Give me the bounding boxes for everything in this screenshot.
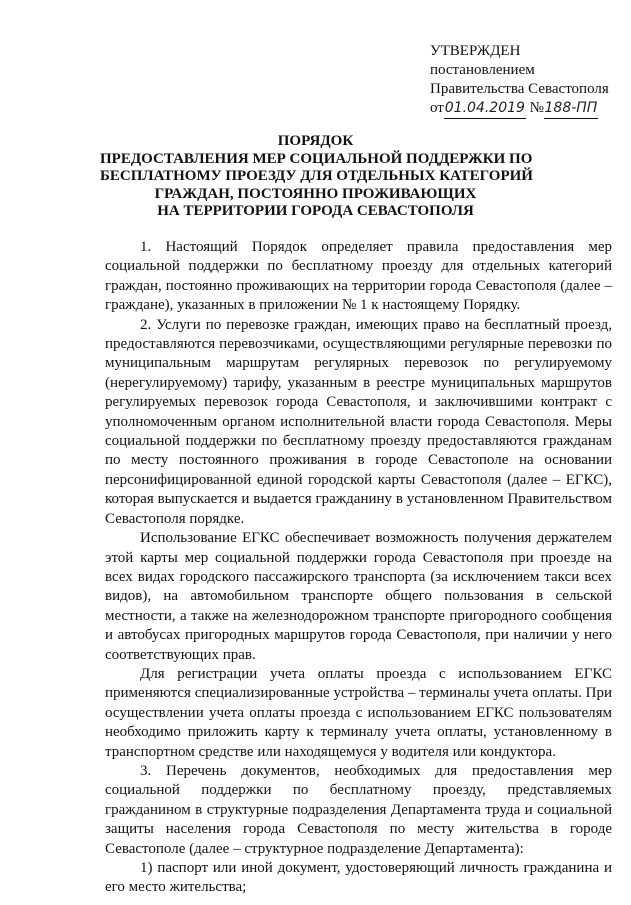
number-prefix: № — [529, 100, 544, 116]
document-title — [100, 133, 531, 221]
title-line-3: БЕСПЛАТНОМУ ПРОЕЗДУ ДЛЯ ОТДЕЛЬНЫХ КАТЕГОРИЙ — [100, 168, 533, 184]
title-line-2: ПРЕДОСТАВЛЕНИЯ МЕР СОЦИАЛЬНОЙ ПОДДЕРЖКИ ПО — [100, 150, 533, 167]
title-line-1: ПОРЯДОК — [277, 133, 354, 149]
date-prefix: от — [430, 100, 444, 116]
paragraph-5: 3. Перечень документов, необходимых для предоставления мер социальной поддержки по бесплатному проезду, представляемых гражданином в структурные подразделения Департамента труда и социальной защиты населения города Севастополя по месту жительства в городе Севастополе (далее – структурное подразделение Департамента): — [105, 762, 612, 857]
approval-number: 188-ПП — [544, 99, 598, 119]
approval-date-line — [430, 99, 609, 119]
title-line-4: ГРАЖДАН, ПОСТОЯННО ПРОЖИВАЮЩИХ — [154, 185, 477, 202]
approval-resolution: постановлением — [430, 62, 535, 78]
paragraph-4: Для регистрации учета оплаты проезда с использованием ЕГКС применяются специализированные устройства – терминалы учета оплаты. При осуществлении учета оплаты проезда с использованием ЕГКС пользователям необходимо приложить карту к терминалу учета оплаты, установленному в транспортном средстве или находящемуся у водителя или кондуктора. — [105, 665, 612, 760]
approval-government: Правительства Севастополя — [430, 81, 609, 97]
paragraph-1: 1. Настоящий Порядок определяет правила предоставления мер социальной поддержки по бесплатному проезду для отдельных категорий граждан, постоянно проживающих на территории города Севастополя (далее – граждане), указанных в приложении № 1 к настоящему Порядку. — [105, 239, 612, 314]
approval-stamp — [430, 42, 609, 119]
document-body — [105, 238, 612, 898]
title-line-5: НА ТЕРРИТОРИИ ГОРОДА СЕВАСТОПОЛЯ — [157, 203, 474, 219]
paragraph-3: Использование ЕГКС обеспечивает возможность получения держателем этой карты мер социальной поддержки города Севастополя при проезде на всех видах городского пассажирского транспорта (за исключением такси всех видов), на автомобильном транспорте общего пользования в сельской местности, а также на железнодорожном транспорте пригородного сообщения и автобусах пригородных маршрутов города Севастополя, при наличии у него соответствующих прав. — [105, 530, 612, 663]
paragraph-2: 2. Услуги по перевозке граждан, имеющих право на бесплатный проезд, предоставляются перевозчиками, осуществляющими регулярные перевозки по муниципальным маршрутам регулярных перевозок по регулируемому (нерегулируемому) тарифу, указанным в реестре муниципальных маршрутов регулируемых перевозок города Севастополя, и заключившими контракт с уполномоченным органом исполнительной власти города Севастополя. Меры социальной поддержки по бесплатному проезду предоставляются гражданам по месту постоянного проживания в городе Севастополе на основании персонифицированной единой городской карты Севастополя (далее – ЕГКС), которая выпускается и выдается гражданину в установленном Правительством Севастополя порядке. — [105, 316, 612, 527]
paragraph-6: 1) паспорт или иной документ, удостоверяющий личность гражданина и его место жительства; — [105, 860, 612, 896]
approval-heading: УТВЕРЖДЕН — [430, 43, 521, 59]
approval-date: 01.04.2019 — [444, 99, 526, 119]
